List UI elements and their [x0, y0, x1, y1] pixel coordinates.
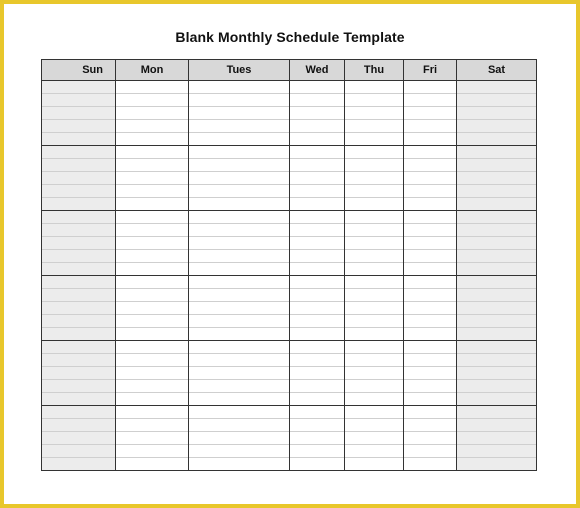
- day-header-tues: Tues: [189, 60, 290, 81]
- schedule-line: [42, 367, 537, 380]
- schedule-cell-sun[interactable]: [42, 133, 116, 146]
- schedule-line: [42, 419, 537, 432]
- day-header-sat: Sat: [457, 60, 537, 81]
- schedule-cell-fri[interactable]: [404, 315, 457, 328]
- schedule-line: [42, 302, 537, 315]
- schedule-cell-thu[interactable]: [345, 107, 404, 120]
- schedule-cell-thu[interactable]: [345, 276, 404, 289]
- schedule-cell-tues[interactable]: [189, 432, 290, 445]
- schedule-cell-thu[interactable]: [345, 458, 404, 471]
- schedule-cell-wed[interactable]: [290, 367, 345, 380]
- schedule-cell-wed[interactable]: [290, 289, 345, 302]
- schedule-cell-fri[interactable]: [404, 250, 457, 263]
- schedule-cell-fri[interactable]: [404, 224, 457, 237]
- schedule-cell-thu[interactable]: [345, 302, 404, 315]
- schedule-cell-tues[interactable]: [189, 315, 290, 328]
- schedule-cell-tues[interactable]: [189, 198, 290, 211]
- schedule-cell-sat[interactable]: [457, 133, 537, 146]
- schedule-cell-sun[interactable]: [42, 289, 116, 302]
- schedule-cell-wed[interactable]: [290, 237, 345, 250]
- schedule-cell-wed[interactable]: [290, 328, 345, 341]
- schedule-cell-sun[interactable]: [42, 328, 116, 341]
- schedule-cell-tues[interactable]: [189, 224, 290, 237]
- schedule-cell-sat[interactable]: [457, 120, 537, 133]
- schedule-cell-sat[interactable]: [457, 276, 537, 289]
- schedule-cell-sun[interactable]: [42, 81, 116, 94]
- schedule-cell-mon[interactable]: [116, 172, 189, 185]
- schedule-cell-thu[interactable]: [345, 315, 404, 328]
- schedule-line: [42, 328, 537, 341]
- schedule-cell-mon[interactable]: [116, 185, 189, 198]
- schedule-cell-fri[interactable]: [404, 458, 457, 471]
- schedule-cell-mon[interactable]: [116, 276, 189, 289]
- schedule-cell-sat[interactable]: [457, 107, 537, 120]
- schedule-cell-mon[interactable]: [116, 263, 189, 276]
- schedule-cell-mon[interactable]: [116, 393, 189, 406]
- schedule-cell-sat[interactable]: [457, 146, 537, 159]
- day-header-wed: Wed: [290, 60, 345, 81]
- schedule-cell-wed[interactable]: [290, 406, 345, 419]
- schedule-cell-fri[interactable]: [404, 419, 457, 432]
- schedule-cell-sun[interactable]: [42, 354, 116, 367]
- schedule-cell-fri[interactable]: [404, 406, 457, 419]
- schedule-cell-wed[interactable]: [290, 315, 345, 328]
- schedule-cell-thu[interactable]: [345, 159, 404, 172]
- schedule-cell-sat[interactable]: [457, 185, 537, 198]
- schedule-cell-mon[interactable]: [116, 328, 189, 341]
- schedule-cell-thu[interactable]: [345, 380, 404, 393]
- schedule-cell-tues[interactable]: [189, 159, 290, 172]
- schedule-cell-tues[interactable]: [189, 172, 290, 185]
- schedule-cell-wed[interactable]: [290, 419, 345, 432]
- schedule-cell-sat[interactable]: [457, 380, 537, 393]
- schedule-cell-sun[interactable]: [42, 393, 116, 406]
- day-header-fri: Fri: [404, 60, 457, 81]
- schedule-cell-sat[interactable]: [457, 458, 537, 471]
- schedule-cell-tues[interactable]: [189, 393, 290, 406]
- day-header-thu: Thu: [345, 60, 404, 81]
- schedule-cell-sat[interactable]: [457, 302, 537, 315]
- schedule-cell-sun[interactable]: [42, 172, 116, 185]
- schedule-cell-fri[interactable]: [404, 328, 457, 341]
- schedule-cell-thu[interactable]: [345, 328, 404, 341]
- schedule-cell-fri[interactable]: [404, 341, 457, 354]
- schedule-cell-mon[interactable]: [116, 432, 189, 445]
- schedule-cell-sun[interactable]: [42, 94, 116, 107]
- day-header-sun: Sun: [42, 60, 116, 81]
- schedule-cell-fri[interactable]: [404, 432, 457, 445]
- schedule-cell-fri[interactable]: [404, 172, 457, 185]
- schedule-cell-mon[interactable]: [116, 302, 189, 315]
- schedule-cell-sat[interactable]: [457, 406, 537, 419]
- schedule-cell-sun[interactable]: [42, 445, 116, 458]
- schedule-line: [42, 354, 537, 367]
- schedule-cell-mon[interactable]: [116, 458, 189, 471]
- schedule-cell-tues[interactable]: [189, 237, 290, 250]
- schedule-cell-fri[interactable]: [404, 354, 457, 367]
- schedule-cell-tues[interactable]: [189, 367, 290, 380]
- schedule-cell-wed[interactable]: [290, 211, 345, 224]
- schedule-cell-wed[interactable]: [290, 120, 345, 133]
- schedule-cell-tues[interactable]: [189, 419, 290, 432]
- schedule-cell-thu[interactable]: [345, 198, 404, 211]
- schedule-cell-sat[interactable]: [457, 159, 537, 172]
- schedule-line: [42, 393, 537, 406]
- schedule-cell-sat[interactable]: [457, 198, 537, 211]
- schedule-cell-sun[interactable]: [42, 432, 116, 445]
- schedule-cell-wed[interactable]: [290, 159, 345, 172]
- schedule-cell-thu[interactable]: [345, 237, 404, 250]
- schedule-cell-wed[interactable]: [290, 341, 345, 354]
- schedule-cell-thu[interactable]: [345, 419, 404, 432]
- schedule-line: [42, 250, 537, 263]
- schedule-cell-sun[interactable]: [42, 250, 116, 263]
- schedule-cell-mon[interactable]: [116, 406, 189, 419]
- schedule-cell-mon[interactable]: [116, 159, 189, 172]
- schedule-table: [41, 59, 537, 471]
- schedule-cell-wed[interactable]: [290, 458, 345, 471]
- schedule-cell-mon[interactable]: [116, 107, 189, 120]
- schedule-cell-sun[interactable]: [42, 315, 116, 328]
- schedule-cell-sun[interactable]: [42, 224, 116, 237]
- schedule-line: [42, 107, 537, 120]
- schedule-cell-thu[interactable]: [345, 94, 404, 107]
- schedule-cell-wed[interactable]: [290, 432, 345, 445]
- schedule-line: [42, 445, 537, 458]
- schedule-cell-fri[interactable]: [404, 159, 457, 172]
- schedule-cell-wed[interactable]: [290, 185, 345, 198]
- schedule-cell-wed[interactable]: [290, 445, 345, 458]
- schedule-cell-tues[interactable]: [189, 133, 290, 146]
- schedule-cell-tues[interactable]: [189, 263, 290, 276]
- schedule-line: [42, 198, 537, 211]
- schedule-cell-sat[interactable]: [457, 224, 537, 237]
- schedule-cell-mon[interactable]: [116, 211, 189, 224]
- schedule-cell-tues[interactable]: [189, 146, 290, 159]
- schedule-cell-mon[interactable]: [116, 224, 189, 237]
- schedule-cell-sun[interactable]: [42, 107, 116, 120]
- schedule-cell-sun[interactable]: [42, 198, 116, 211]
- schedule-cell-sun[interactable]: [42, 263, 116, 276]
- schedule-cell-sat[interactable]: [457, 445, 537, 458]
- schedule-cell-mon[interactable]: [116, 341, 189, 354]
- schedule-cell-tues[interactable]: [189, 94, 290, 107]
- schedule-line: [42, 146, 537, 159]
- schedule-cell-fri[interactable]: [404, 198, 457, 211]
- schedule-line: [42, 315, 537, 328]
- schedule-cell-fri[interactable]: [404, 380, 457, 393]
- schedule-cell-wed[interactable]: [290, 81, 345, 94]
- schedule-cell-sun[interactable]: [42, 419, 116, 432]
- schedule-cell-thu[interactable]: [345, 393, 404, 406]
- schedule-cell-wed[interactable]: [290, 198, 345, 211]
- schedule-cell-mon[interactable]: [116, 133, 189, 146]
- schedule-line: [42, 120, 537, 133]
- schedule-cell-sat[interactable]: [457, 393, 537, 406]
- schedule-cell-fri[interactable]: [404, 94, 457, 107]
- schedule-cell-sat[interactable]: [457, 172, 537, 185]
- schedule-cell-tues[interactable]: [189, 302, 290, 315]
- schedule-cell-wed[interactable]: [290, 250, 345, 263]
- schedule-cell-tues[interactable]: [189, 458, 290, 471]
- schedule-cell-thu[interactable]: [345, 172, 404, 185]
- schedule-line: [42, 289, 537, 302]
- schedule-line: [42, 172, 537, 185]
- schedule-line: [42, 341, 537, 354]
- schedule-cell-fri[interactable]: [404, 445, 457, 458]
- schedule-line: [42, 159, 537, 172]
- schedule-cell-thu[interactable]: [345, 406, 404, 419]
- schedule-cell-sat[interactable]: [457, 367, 537, 380]
- schedule-cell-sun[interactable]: [42, 367, 116, 380]
- schedule-cell-fri[interactable]: [404, 211, 457, 224]
- schedule-cell-fri[interactable]: [404, 107, 457, 120]
- schedule-cell-sun[interactable]: [42, 185, 116, 198]
- schedule-cell-thu[interactable]: [345, 211, 404, 224]
- schedule-cell-fri[interactable]: [404, 146, 457, 159]
- schedule-cell-tues[interactable]: [189, 354, 290, 367]
- schedule-cell-wed[interactable]: [290, 276, 345, 289]
- schedule-cell-tues[interactable]: [189, 328, 290, 341]
- schedule-cell-fri[interactable]: [404, 120, 457, 133]
- schedule-cell-sat[interactable]: [457, 315, 537, 328]
- schedule-cell-sun[interactable]: [42, 146, 116, 159]
- schedule-cell-mon[interactable]: [116, 289, 189, 302]
- schedule-cell-tues[interactable]: [189, 107, 290, 120]
- page-title: Blank Monthly Schedule Template: [175, 29, 405, 45]
- schedule-line: [42, 458, 537, 471]
- schedule-cell-wed[interactable]: [290, 172, 345, 185]
- schedule-cell-thu[interactable]: [345, 250, 404, 263]
- schedule-cell-sat[interactable]: [457, 250, 537, 263]
- schedule-cell-fri[interactable]: [404, 237, 457, 250]
- schedule-line: [42, 224, 537, 237]
- schedule-cell-thu[interactable]: [345, 120, 404, 133]
- schedule-body: [42, 81, 537, 471]
- schedule-cell-wed[interactable]: [290, 133, 345, 146]
- schedule-line: [42, 133, 537, 146]
- schedule-cell-sun[interactable]: [42, 341, 116, 354]
- schedule-cell-sat[interactable]: [457, 289, 537, 302]
- schedule-cell-tues[interactable]: [189, 445, 290, 458]
- schedule-cell-sun[interactable]: [42, 120, 116, 133]
- schedule-cell-tues[interactable]: [189, 250, 290, 263]
- schedule-cell-thu[interactable]: [345, 81, 404, 94]
- schedule-cell-fri[interactable]: [404, 263, 457, 276]
- schedule-cell-sun[interactable]: [42, 302, 116, 315]
- schedule-cell-tues[interactable]: [189, 341, 290, 354]
- schedule-cell-wed[interactable]: [290, 146, 345, 159]
- schedule-cell-mon[interactable]: [116, 419, 189, 432]
- schedule-line: [42, 94, 537, 107]
- schedule-cell-tues[interactable]: [189, 120, 290, 133]
- schedule-cell-fri[interactable]: [404, 133, 457, 146]
- schedule-cell-mon[interactable]: [116, 81, 189, 94]
- schedule-line: [42, 406, 537, 419]
- schedule-cell-fri[interactable]: [404, 276, 457, 289]
- schedule-cell-mon[interactable]: [116, 94, 189, 107]
- day-header-row: [42, 60, 537, 81]
- schedule-cell-wed[interactable]: [290, 302, 345, 315]
- schedule-line: [42, 263, 537, 276]
- schedule-cell-fri[interactable]: [404, 367, 457, 380]
- schedule-line: [42, 211, 537, 224]
- schedule-line: [42, 432, 537, 445]
- schedule-cell-mon[interactable]: [116, 380, 189, 393]
- schedule-cell-thu[interactable]: [345, 289, 404, 302]
- schedule-cell-mon[interactable]: [116, 354, 189, 367]
- schedule-cell-sat[interactable]: [457, 211, 537, 224]
- schedule-line: [42, 276, 537, 289]
- schedule-cell-mon[interactable]: [116, 445, 189, 458]
- schedule-cell-wed[interactable]: [290, 354, 345, 367]
- schedule-cell-thu[interactable]: [345, 146, 404, 159]
- schedule-cell-sun[interactable]: [42, 159, 116, 172]
- schedule-cell-wed[interactable]: [290, 94, 345, 107]
- schedule-cell-tues[interactable]: [189, 289, 290, 302]
- schedule-cell-thu[interactable]: [345, 185, 404, 198]
- schedule-cell-sat[interactable]: [457, 94, 537, 107]
- schedule-cell-mon[interactable]: [116, 198, 189, 211]
- schedule-line: [42, 81, 537, 94]
- schedule-cell-mon[interactable]: [116, 315, 189, 328]
- schedule-cell-tues[interactable]: [189, 185, 290, 198]
- schedule-cell-tues[interactable]: [189, 276, 290, 289]
- schedule-cell-mon[interactable]: [116, 250, 189, 263]
- schedule-cell-sat[interactable]: [457, 432, 537, 445]
- schedule-cell-sun[interactable]: [42, 211, 116, 224]
- schedule-cell-sun[interactable]: [42, 237, 116, 250]
- schedule-cell-sat[interactable]: [457, 328, 537, 341]
- schedule-cell-wed[interactable]: [290, 224, 345, 237]
- schedule-cell-fri[interactable]: [404, 185, 457, 198]
- schedule-cell-wed[interactable]: [290, 380, 345, 393]
- schedule-cell-mon[interactable]: [116, 237, 189, 250]
- schedule-cell-sun[interactable]: [42, 458, 116, 471]
- schedule-cell-tues[interactable]: [189, 81, 290, 94]
- schedule-cell-wed[interactable]: [290, 107, 345, 120]
- schedule-line: [42, 185, 537, 198]
- schedule-cell-thu[interactable]: [345, 367, 404, 380]
- schedule-cell-mon[interactable]: [116, 367, 189, 380]
- schedule-cell-thu[interactable]: [345, 133, 404, 146]
- schedule-cell-wed[interactable]: [290, 393, 345, 406]
- schedule-cell-sat[interactable]: [457, 263, 537, 276]
- schedule-cell-sun[interactable]: [42, 276, 116, 289]
- schedule-cell-thu[interactable]: [345, 432, 404, 445]
- schedule-cell-tues[interactable]: [189, 380, 290, 393]
- schedule-line: [42, 380, 537, 393]
- day-header-mon: Mon: [116, 60, 189, 81]
- schedule-cell-thu[interactable]: [345, 263, 404, 276]
- schedule-cell-thu[interactable]: [345, 445, 404, 458]
- schedule-cell-sat[interactable]: [457, 354, 537, 367]
- schedule-cell-fri[interactable]: [404, 393, 457, 406]
- schedule-cell-thu[interactable]: [345, 354, 404, 367]
- schedule-line: [42, 237, 537, 250]
- schedule-cell-sat[interactable]: [457, 237, 537, 250]
- schedule-cell-sun[interactable]: [42, 380, 116, 393]
- schedule-cell-tues[interactable]: [189, 211, 290, 224]
- schedule-cell-wed[interactable]: [290, 263, 345, 276]
- schedule-cell-fri[interactable]: [404, 302, 457, 315]
- schedule-cell-thu[interactable]: [345, 341, 404, 354]
- schedule-cell-mon[interactable]: [116, 120, 189, 133]
- schedule-cell-sat[interactable]: [457, 341, 537, 354]
- schedule-cell-sun[interactable]: [42, 406, 116, 419]
- schedule-cell-sat[interactable]: [457, 81, 537, 94]
- schedule-cell-fri[interactable]: [404, 81, 457, 94]
- schedule-cell-sat[interactable]: [457, 419, 537, 432]
- schedule-cell-fri[interactable]: [404, 289, 457, 302]
- schedule-cell-tues[interactable]: [189, 406, 290, 419]
- schedule-cell-thu[interactable]: [345, 224, 404, 237]
- schedule-cell-mon[interactable]: [116, 146, 189, 159]
